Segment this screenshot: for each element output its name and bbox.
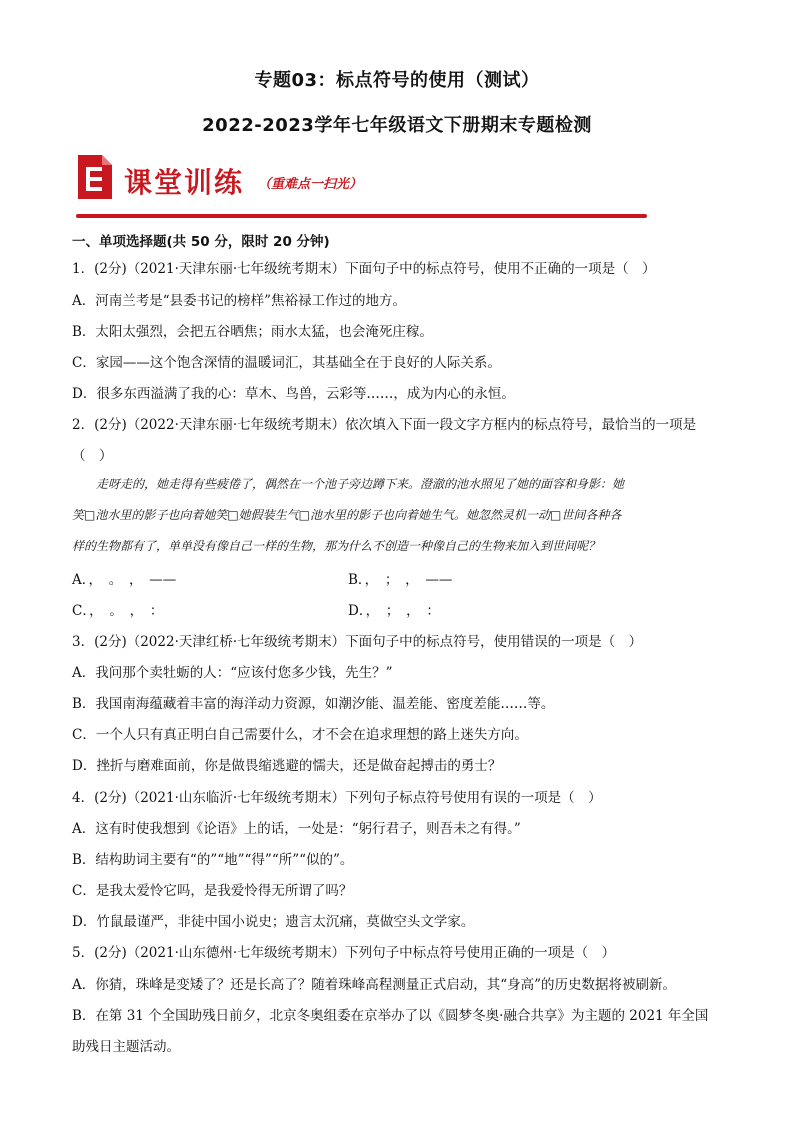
page-title-line2: 2022-2023学年七年级语文下册期末专题检测 — [202, 115, 592, 136]
q3-option-b: B．我国南海蕴藏着丰富的海洋动力资源，如潮汐能、温差能、密度差能……等。 — [72, 696, 555, 712]
banner-divider — [76, 214, 647, 218]
q4-stem: 4．(2分)（2021·山东临沂·七年级统考期末）下列句子标点符号使用有误的一项是（ ） — [72, 790, 602, 806]
q5-option-b-line1: B．在第 31 个全国助残日前夕，北京冬奥组委在京举办了以《圆梦冬奥·融合共享》为主题的 2021 年全国 — [72, 1008, 709, 1024]
q2-stem: 2．(2分)（2022·天津东丽·七年级统考期末）依次填入下面一段文字方框内的标点符号，最恰当的一项是 — [72, 417, 697, 433]
banner-title: 课堂训练 — [124, 166, 245, 199]
q3-option-d: D．挫折与磨难面前，你是做畏缩逃避的懦夫，还是做奋起搏击的勇士？ — [72, 758, 502, 774]
q1-option-a: A．河南兰考是“县委书记的榜样”焦裕禄工作过的地方。 — [72, 293, 407, 309]
q5-option-a: A．你猜，珠峰是变矮了？还是长高了？随着珠峰高程测量正式启动，其“身高”的历史数据将被刷新。 — [72, 977, 677, 993]
q3-stem: 3．(2分)（2022·天津红桥·七年级统考期末）下面句子中的标点符号，使用错误的一项是（ ） — [72, 634, 643, 650]
q1-option-b: B．太阳太强烈，会把五谷晒焦；雨水太猛，也会淹死庄稼。 — [72, 324, 433, 340]
q1-option-d: D．很多东西溢满了我的心：草木、鸟兽，云彩等……，成为内心的永恒。 — [72, 386, 515, 402]
q2-stem-cont: （ ） — [72, 448, 113, 464]
q4-option-c: C．是我太爱怜它吗，是我爱怜得无所谓了吗？ — [72, 883, 353, 899]
q2-passage-line3: 样的生物都有了，单单没有像自己一样的生物，那为什么不创造一种像自己的生物来加入到世间呢？ — [72, 539, 601, 553]
banner-subtitle: （重难点一扫光） — [258, 177, 363, 192]
q2-option-a: A．， 。 ， —— — [72, 572, 177, 588]
q2-passage-line2: 笑□池水里的影子也向着她笑□她假装生气□池水里的影子也向着她生气。她忽然灵机一动□世间各种各 — [72, 508, 622, 522]
document-icon — [76, 153, 114, 201]
q2-option-d: D．， ； ， ： — [348, 603, 440, 619]
q4-option-d: D．竹鼠最谨严，非徒中国小说史；遗言太沉痛，莫做空头文学家。 — [72, 914, 475, 930]
q4-option-b: B．结构助词主要有“的”“地”“得”“所”“似的”。 — [72, 852, 354, 868]
q2-option-b: B．， ； ， —— — [348, 572, 453, 588]
q2-option-c: C．， 。 ， ： — [72, 603, 164, 619]
section-heading: 一、单项选择题(共 50 分，限时 20 分钟) — [72, 234, 330, 250]
q4-option-a: A．这有时使我想到《论语》上的话，一处是：“躬行君子，则吾未之有得。” — [72, 821, 521, 837]
q2-passage-line1: 走呀走的，她走得有些疲倦了，偶然在一个池子旁边蹲下来。澄澈的池水照见了她的面容和身影：她 — [96, 477, 625, 491]
q3-option-c: C．一个人只有真正明白自己需要什么，才不会在追求理想的路上迷失方向。 — [72, 727, 528, 743]
section-banner — [76, 153, 651, 219]
q1-option-c: C．家园——这个饱含深情的温暖词汇，其基础全在于良好的人际关系。 — [72, 355, 501, 371]
page-title-line1: 专题03：标点符号的使用（测试） — [254, 70, 540, 91]
q5-option-b-line2: 助残日主题活动。 — [72, 1039, 180, 1055]
q3-option-a: A．我问那个卖牡蛎的人：“应该付您多少钱，先生？” — [72, 665, 393, 681]
q1-stem: 1．(2分)（2021·天津东丽·七年级统考期末）下面句子中的标点符号，使用不正确的一项是（ ） — [72, 261, 656, 277]
q5-stem: 5．(2分)（2021·山东德州·七年级统考期末）下列句子中标点符号使用正确的一项是（ ） — [72, 945, 616, 961]
